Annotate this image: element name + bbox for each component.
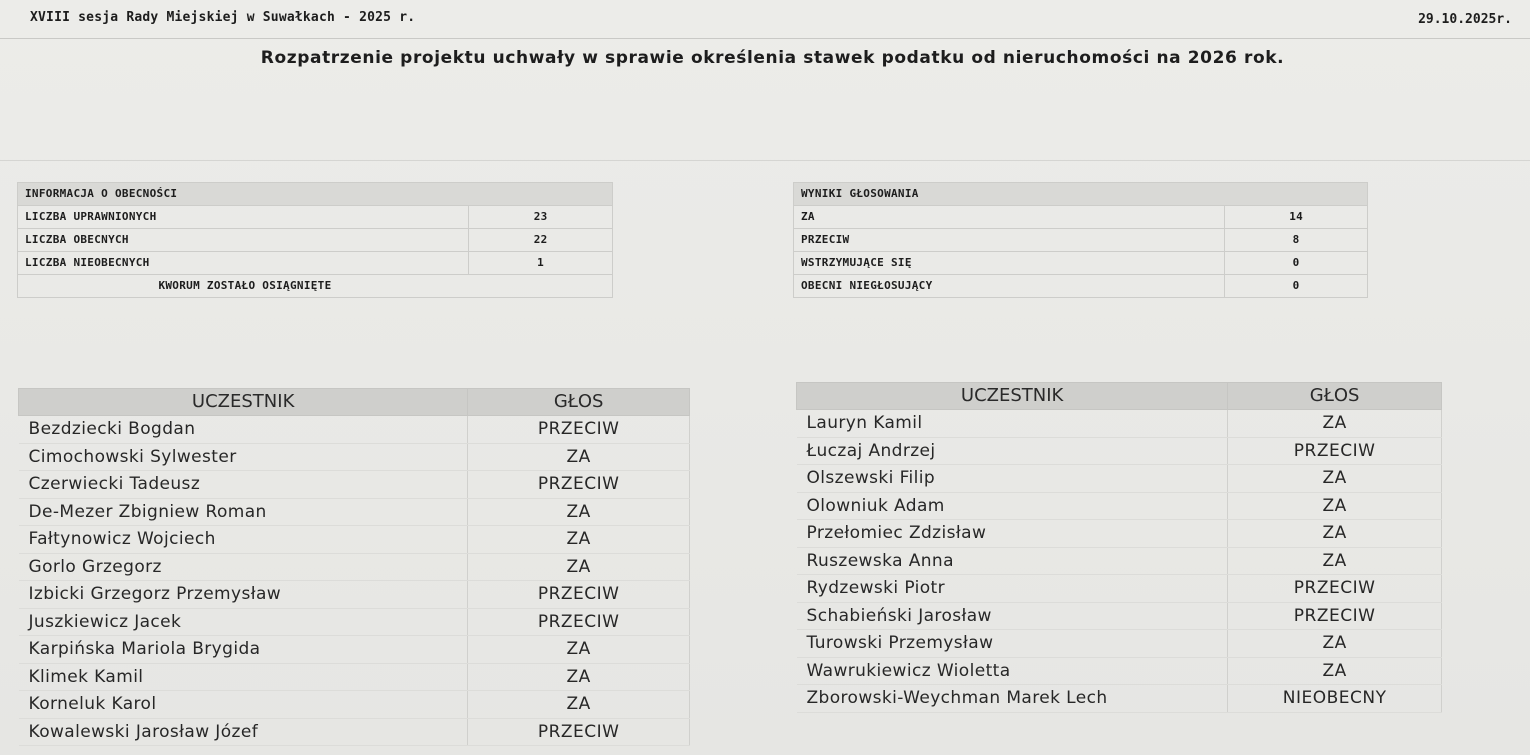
results-label: ZA: [794, 206, 1225, 229]
session-date: 29.10.2025r.: [1418, 12, 1512, 27]
participant-vote: ZA: [468, 553, 690, 581]
results-value: 0: [1225, 252, 1368, 275]
participant-vote: NIEOBECNY: [1228, 685, 1442, 713]
attendance-row: [18, 229, 613, 252]
table-row: [19, 636, 690, 664]
table-row: [19, 553, 690, 581]
participant-vote: PRZECIW: [468, 718, 690, 746]
participant-vote: PRZECIW: [468, 581, 690, 609]
table-row: [19, 663, 690, 691]
participant-name: Schabieński Jarosław: [797, 602, 1228, 630]
results-row: [794, 229, 1368, 252]
participant-vote: PRZECIW: [1228, 602, 1442, 630]
attendance-row: [18, 252, 613, 275]
results-title: WYNIKI GŁOSOWANIA: [794, 183, 1368, 206]
participant-name: Gorlo Grzegorz: [19, 553, 468, 581]
participant-name: Klimek Kamil: [19, 663, 468, 691]
table-row: [797, 410, 1442, 438]
participant-name: Wawrukiewicz Wioletta: [797, 657, 1228, 685]
top-bar: [0, 0, 1530, 39]
participant-vote: ZA: [468, 443, 690, 471]
participant-name: Łuczaj Andrzej: [797, 437, 1228, 465]
attendance-label: LICZBA NIEOBECNYCH: [18, 252, 469, 275]
participant-vote: ZA: [468, 691, 690, 719]
votes-table-right: [796, 382, 1442, 713]
results-row: [794, 206, 1368, 229]
participant-vote: ZA: [468, 498, 690, 526]
attendance-value: 1: [469, 252, 613, 275]
participant-vote: ZA: [1228, 492, 1442, 520]
participant-name: Olowniuk Adam: [797, 492, 1228, 520]
participant-name: Korneluk Karol: [19, 691, 468, 719]
table-row: [797, 575, 1442, 603]
divider: [0, 160, 1530, 161]
participant-vote: ZA: [1228, 410, 1442, 438]
table-row: [797, 685, 1442, 713]
table-row: [19, 691, 690, 719]
participant-name: Fałtynowicz Wojciech: [19, 526, 468, 554]
participant-name: Czerwiecki Tadeusz: [19, 471, 468, 499]
participant-name: Zborowski-Weychman Marek Lech: [797, 685, 1228, 713]
column-header-participant: UCZESTNIK: [797, 383, 1228, 410]
participant-vote: ZA: [468, 636, 690, 664]
table-row: [797, 437, 1442, 465]
table-row: [797, 465, 1442, 493]
attendance-row: [18, 206, 613, 229]
participant-name: De-Mezer Zbigniew Roman: [19, 498, 468, 526]
table-row: [797, 630, 1442, 658]
results-table: [793, 182, 1368, 298]
participant-vote: ZA: [468, 663, 690, 691]
table-row: [797, 492, 1442, 520]
participant-vote: ZA: [1228, 630, 1442, 658]
column-header-vote: GŁOS: [1228, 383, 1442, 410]
session-title: XVIII sesja Rady Miejskiej w Suwałkach - 2025 r.: [30, 10, 416, 25]
table-row: [797, 520, 1442, 548]
results-value: 14: [1225, 206, 1368, 229]
participant-name: Cimochowski Sylwester: [19, 443, 468, 471]
table-row: [19, 443, 690, 471]
results-row: [794, 252, 1368, 275]
results-label: WSTRZYMUJĄCE SIĘ: [794, 252, 1225, 275]
participant-name: Rydzewski Piotr: [797, 575, 1228, 603]
participant-name: Bezdziecki Bogdan: [19, 416, 468, 444]
attendance-value: 23: [469, 206, 613, 229]
attendance-title: INFORMACJA O OBECNOŚCI: [18, 183, 613, 206]
attendance-value: 22: [469, 229, 613, 252]
column-header-vote: GŁOS: [468, 389, 690, 416]
participant-vote: PRZECIW: [468, 608, 690, 636]
quorum-status: KWORUM ZOSTAŁO OSIĄGNIĘTE: [18, 275, 613, 298]
participant-name: Izbicki Grzegorz Przemysław: [19, 581, 468, 609]
participant-vote: ZA: [1228, 657, 1442, 685]
resolution-title: Rozpatrzenie projektu uchwały w sprawie określenia stawek podatku od nieruchomości na 2026 rok.: [260, 48, 1285, 68]
participant-vote: PRZECIW: [1228, 575, 1442, 603]
participant-vote: PRZECIW: [1228, 437, 1442, 465]
table-row: [19, 581, 690, 609]
attendance-label: LICZBA OBECNYCH: [18, 229, 469, 252]
table-row: [797, 657, 1442, 685]
participant-name: Kowalewski Jarosław Józef: [19, 718, 468, 746]
results-label: PRZECIW: [794, 229, 1225, 252]
column-header-participant: UCZESTNIK: [19, 389, 468, 416]
table-row: [19, 471, 690, 499]
attendance-table: [17, 182, 613, 298]
table-row: [19, 526, 690, 554]
participant-vote: PRZECIW: [468, 471, 690, 499]
participant-name: Turowski Przemysław: [797, 630, 1228, 658]
table-row: [19, 608, 690, 636]
results-label: OBECNI NIEGŁOSUJĄCY: [794, 275, 1225, 298]
participant-vote: PRZECIW: [468, 416, 690, 444]
participant-vote: ZA: [1228, 520, 1442, 548]
participant-name: Ruszewska Anna: [797, 547, 1228, 575]
attendance-label: LICZBA UPRAWNIONYCH: [18, 206, 469, 229]
table-row: [19, 416, 690, 444]
participant-vote: ZA: [1228, 547, 1442, 575]
votes-table-left: [18, 388, 690, 746]
participant-name: Karpińska Mariola Brygida: [19, 636, 468, 664]
participant-name: Lauryn Kamil: [797, 410, 1228, 438]
participant-vote: ZA: [468, 526, 690, 554]
results-value: 0: [1225, 275, 1368, 298]
participant-name: Juszkiewicz Jacek: [19, 608, 468, 636]
participant-vote: ZA: [1228, 465, 1442, 493]
participant-name: Olszewski Filip: [797, 465, 1228, 493]
table-row: [19, 498, 690, 526]
table-row: [797, 602, 1442, 630]
table-row: [19, 718, 690, 746]
participant-name: Przełomiec Zdzisław: [797, 520, 1228, 548]
results-value: 8: [1225, 229, 1368, 252]
table-row: [797, 547, 1442, 575]
results-row: [794, 275, 1368, 298]
